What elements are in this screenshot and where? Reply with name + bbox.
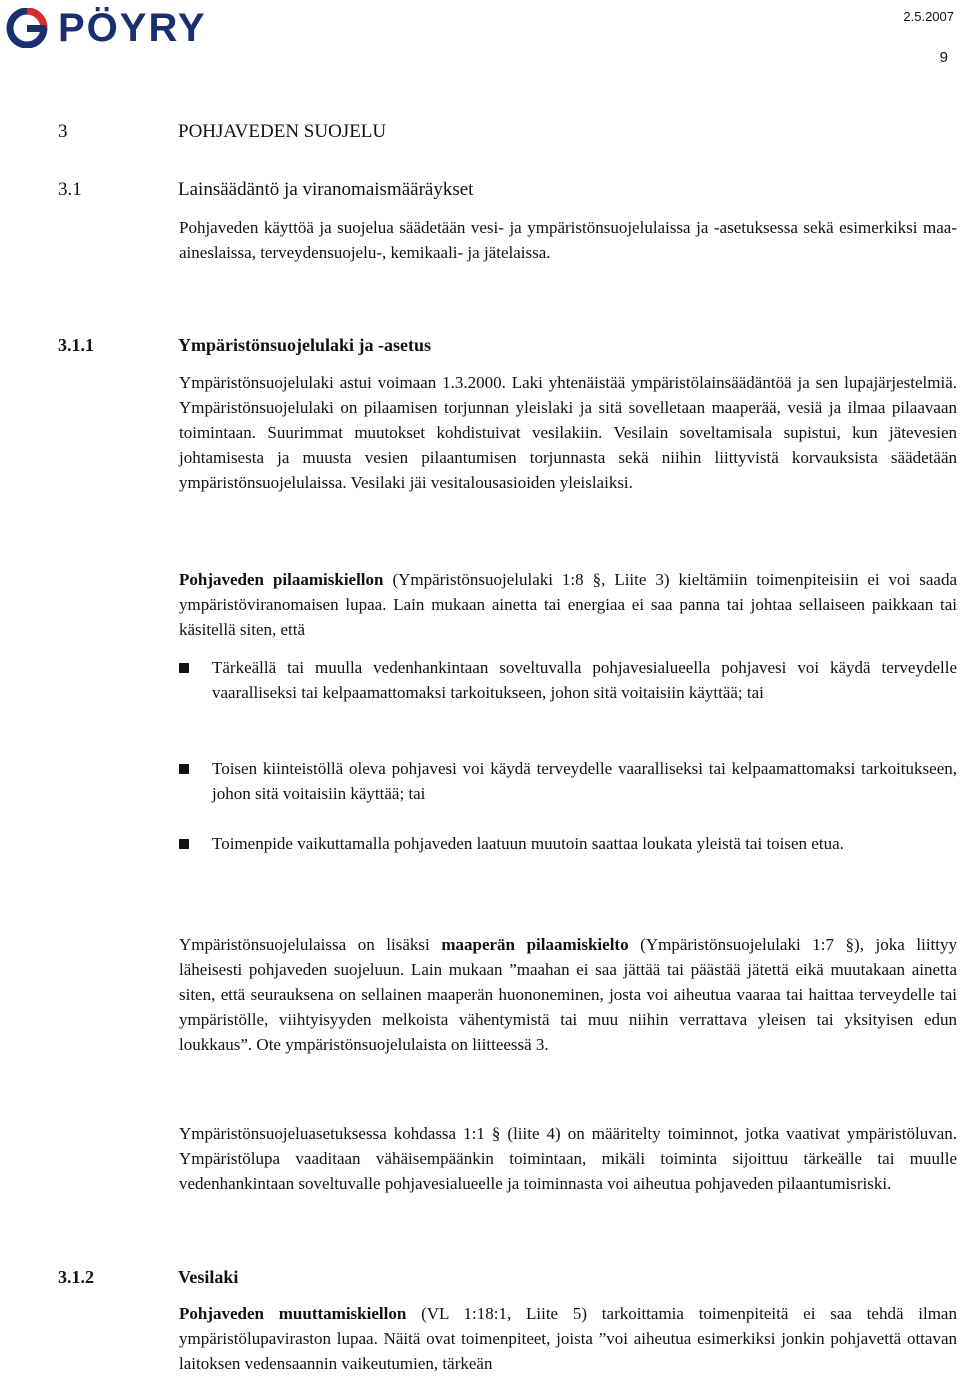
paragraph-text: (Ympäristönsuojelulaki 1:7 §), joka liittyy läheisesti pohjaveden suojeluun. Lain mukaan ”maahan ei saa jättää tai päästää jätettä eikä muutakaan ainetta siten, että seurauksena on sellainen maaperän huononeminen, josta voi aiheutua vaaraa tai haittaa terveydelle tai ympäristölle, viihtyisyyden melkoista vähentymistä tai muu niihin verrattava yleisen tai yksityisen edun loukkaus”. Ote ympäristönsuojelulaista on liitteessä 3. xyxy=(179,935,957,1054)
section-title: POHJAVEDEN SUOJELU xyxy=(178,121,387,142)
section-title: Vesilaki xyxy=(178,1267,239,1287)
paragraph-intro: Pohjaveden käyttöä ja suojelua säädetään vesi- ja ympäristönsuojelulaissa ja -asetuksessa sekä esimerkiksi maa-aineslaissa, terveydensuojelu-, kemikaali- ja jätelaissa. xyxy=(179,218,957,262)
term-soil-pollution-ban: maaperän pilaamiskielto xyxy=(441,935,629,954)
list-item-text: Tärkeällä tai muulla vedenhankintaan soveltuvalla pohjavesialueella pohjavesi voi käydä terveydelle vaaralliseksi tai kelpaamattomaksi tarkoitukseen, johon sitä voitaisiin käyttää; tai xyxy=(212,658,957,702)
poyry-swirl-icon xyxy=(6,8,52,48)
section-number: 3 xyxy=(58,121,68,142)
list-item-text: Toimenpide vaikuttamalla pohjaveden laatuun muutoin saattaa loukata yleistä tai toisen etua. xyxy=(212,834,844,853)
paragraph-text: (Ympäristönsuojelulaki 1:8 §, Liite 3) kieltämiin toimenpiteisiin ei voi saada ympäristöviranomaisen lupaa. Lain mukaan ainetta tai energiaa ei saa panna tai johtaa sellaiseen paikkaan tai käsitellä siten, että xyxy=(179,570,957,639)
square-bullet-icon xyxy=(179,839,189,849)
list-item xyxy=(179,756,957,806)
paragraph-environmental-decree: Ympäristönsuojeluasetuksessa kohdassa 1:1 § (liite 4) on määritelty toiminnot, jotka vaativat ympäristöluvan. Ympäristölupa vaaditaan vähäisempäänkin toimintaan, mikäli toiminta sijoittuu tärkeälle tai muulle vedenhankintaan soveltuvalle pohjavesialueelle ja toiminnasta voi aiheutua pohjaveden pilaantumisriski. xyxy=(179,1124,957,1193)
logo-wordmark: PÖYRY xyxy=(58,6,207,50)
square-bullet-icon xyxy=(179,764,189,774)
paragraph-text: (VL 1:18:1, Liite 5) tarkoittamia toimenpiteitä ei saa tehdä ilman ympäristölupaviraston lupaa. Näitä ovat toimenpiteet, joista ”voi aiheutua esimerkiksi jonkin pohjavettä ottavan laitoksen vedensaannin vaikeutumien, tärkeän xyxy=(179,1304,957,1373)
section-number: 3.1 xyxy=(58,179,82,200)
section-number: 3.1.2 xyxy=(58,1267,94,1287)
section-heading-3-1-1 xyxy=(58,333,938,358)
section-heading-3-1 xyxy=(58,177,938,202)
section-heading-3-1-2 xyxy=(58,1265,938,1290)
section-title: Ympäristönsuojelulaki ja -asetus xyxy=(178,335,432,355)
paragraph-text: Ympäristönsuojelulaissa on lisäksi xyxy=(179,935,442,954)
section-number: 3.1.1 xyxy=(58,335,94,355)
term-groundwater-change-ban: Pohjaveden muuttamiskiellon xyxy=(179,1304,407,1323)
paragraph-pollution-ban xyxy=(179,567,957,642)
paragraph-water-act xyxy=(179,1301,957,1376)
list-item-text: Toisen kiinteistöllä oleva pohjavesi voi käydä terveydelle vaaralliseksi tai kelpaamattomaksi tarkoitukseen, johon sitä voitaisiin käyttää; tai xyxy=(212,759,957,803)
section-title: Lainsäädäntö ja viranomaismääräykset xyxy=(178,179,474,200)
square-bullet-icon xyxy=(179,663,189,673)
paragraph-environmental-law: Ympäristönsuojelulaki astui voimaan 1.3.2000. Laki yhtenäistää ympäristölainsäädäntöä ja sen lupajärjestelmiä. Ympäristönsuojelulaki on pilaamisen torjunnan yleislaki ja sitä sovelletaan maaperää, vesiä ja ilmaa pilaavaan toimintaan. Suurimmat muutokset kohdistuivat vesilakiin. Vesilain soveltamisala supistui, kun jätevesien johtamisesta ja muusta vesien pilaantumisen torjunnasta sekä niihin liittyvistä korvauksista säädetään ympäristönsuojelulaissa. Vesilaki jäi vesitalousasioiden yleislaiksi. xyxy=(179,373,957,492)
paragraph-soil-ban xyxy=(179,932,957,1057)
list-item xyxy=(179,655,957,705)
term-groundwater-pollution-ban: Pohjaveden pilaamiskiellon xyxy=(179,570,384,589)
company-logo xyxy=(6,8,207,48)
section-heading-3 xyxy=(58,119,938,144)
document-date: 2.5.2007 xyxy=(903,9,954,24)
page-number: 9 xyxy=(939,49,948,66)
list-item xyxy=(179,831,957,856)
